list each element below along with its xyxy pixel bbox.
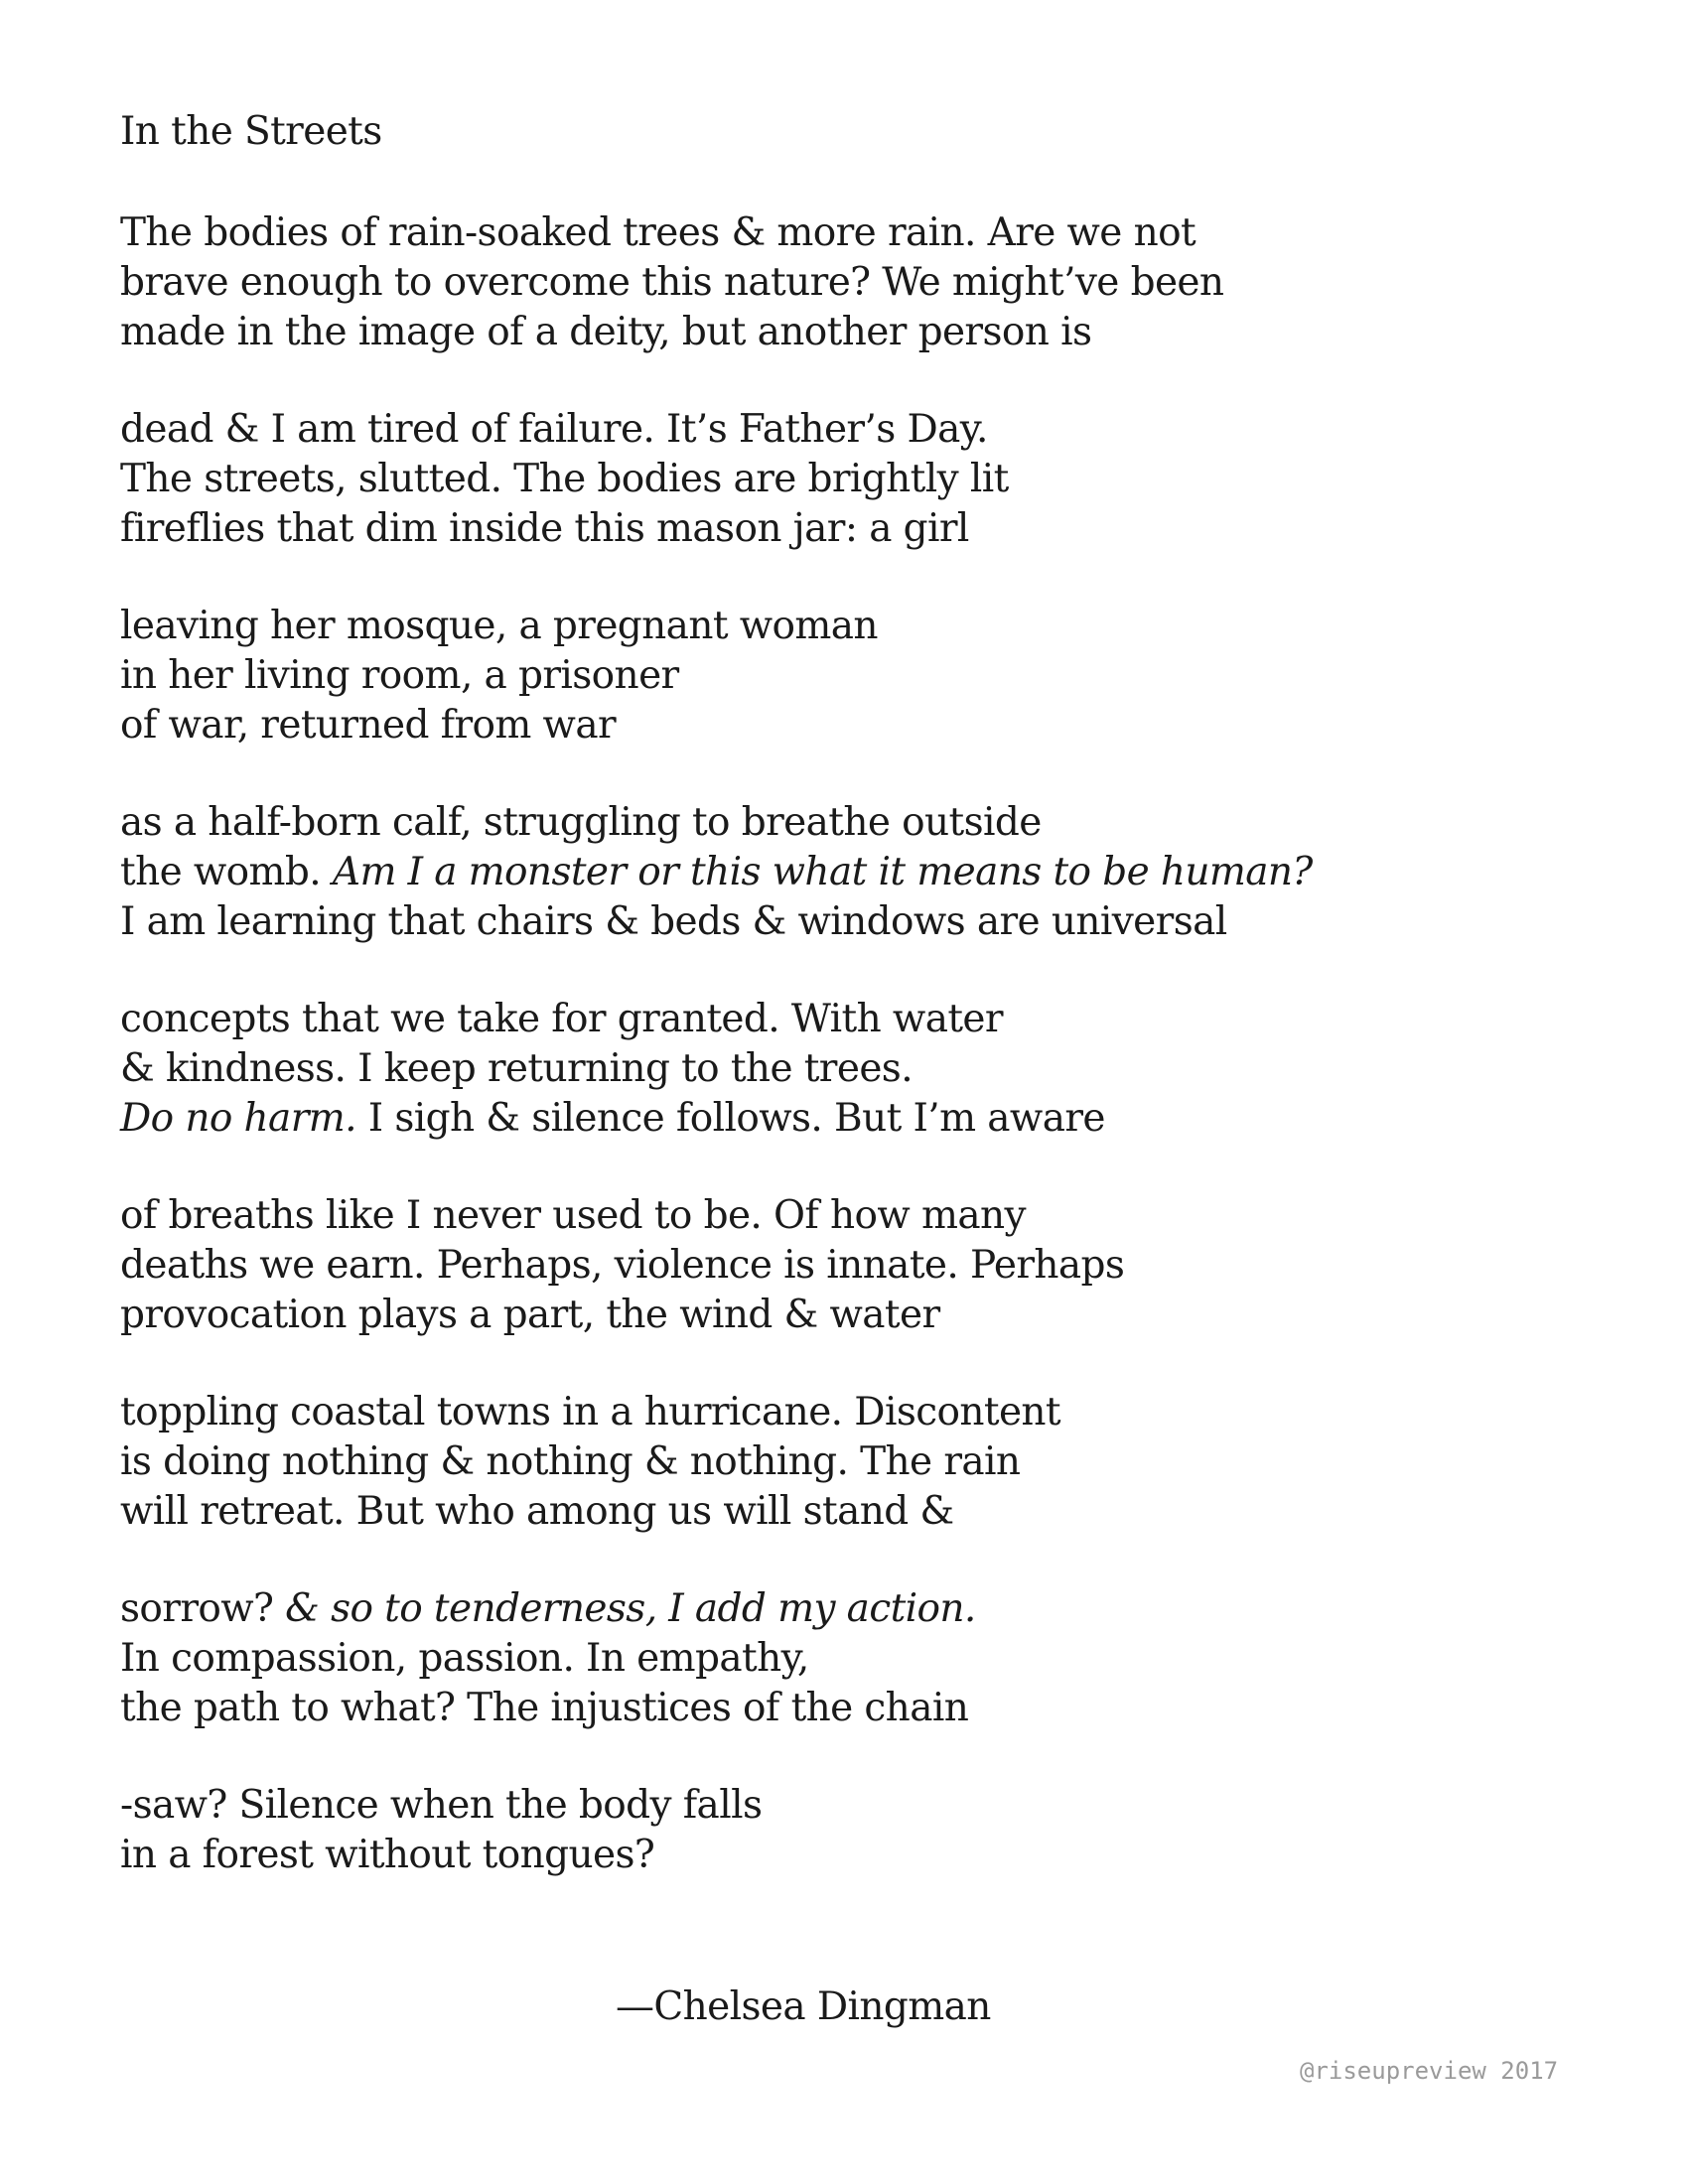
poem-line: dead & I am tired of failure. It’s Father’s Day. bbox=[120, 407, 988, 452]
poem-line: the path to what? The injustices of the chain bbox=[120, 1686, 969, 1730]
poem-author: —Chelsea Dingman bbox=[616, 1984, 991, 2029]
poem-line: -saw? Silence when the body falls bbox=[120, 1783, 763, 1828]
poem-line: In compassion, passion. In empathy, bbox=[120, 1636, 809, 1681]
poem-line: in a forest without tongues? bbox=[120, 1833, 655, 1877]
poem-line: fireflies that dim inside this mason jar: a girl bbox=[120, 506, 969, 551]
poem-line: in her living room, a prisoner bbox=[120, 653, 679, 698]
poem-line: concepts that we take for granted. With water bbox=[120, 997, 1003, 1041]
line-text: the womb. bbox=[120, 850, 333, 894]
poem-line: of breaths like I never used to be. Of how many bbox=[120, 1193, 1026, 1238]
poem-line: provocation plays a part, the wind & water bbox=[120, 1293, 940, 1337]
poem-line: The bodies of rain-soaked trees & more rain. Are we not bbox=[120, 210, 1196, 255]
poem-line: of war, returned from war bbox=[120, 703, 617, 748]
poem-title: In the Streets bbox=[120, 109, 382, 154]
poem-line bbox=[120, 1584, 976, 1634]
poem-line: The streets, slutted. The bodies are brightly lit bbox=[120, 457, 1009, 501]
poem-line: deaths we earn. Perhaps, violence is innate. Perhaps bbox=[120, 1243, 1125, 1288]
poem-line: & kindness. I keep returning to the trees. bbox=[120, 1046, 914, 1091]
copyright-credit: @riseupreview 2017 bbox=[1300, 2057, 1559, 2085]
italic-phrase: & so to tenderness, I add my action. bbox=[285, 1586, 976, 1631]
italic-phrase: Do no harm. bbox=[120, 1096, 356, 1141]
italic-phrase: Am I a monster or this what it means to be human? bbox=[332, 850, 1313, 894]
poem-line: is doing nothing & nothing & nothing. The rain bbox=[120, 1439, 1021, 1484]
poem-line: leaving her mosque, a pregnant woman bbox=[120, 604, 878, 648]
poem-line: toppling coastal towns in a hurricane. Discontent bbox=[120, 1390, 1061, 1434]
poem-line: I am learning that chairs & beds & windows are universal bbox=[120, 899, 1227, 944]
line-text: sorrow? bbox=[120, 1586, 286, 1631]
poem-line bbox=[120, 848, 1313, 897]
poem-line: will retreat. But who among us will stand & bbox=[120, 1489, 954, 1534]
poem-line bbox=[120, 1094, 1105, 1144]
poem-line: brave enough to overcome this nature? We might’ve been bbox=[120, 260, 1224, 305]
poem-line: as a half-born calf, struggling to breathe outside bbox=[120, 800, 1042, 845]
poem-line: made in the image of a deity, but another person is bbox=[120, 310, 1092, 354]
line-text: I sigh & silence follows. But I’m aware bbox=[355, 1096, 1105, 1141]
